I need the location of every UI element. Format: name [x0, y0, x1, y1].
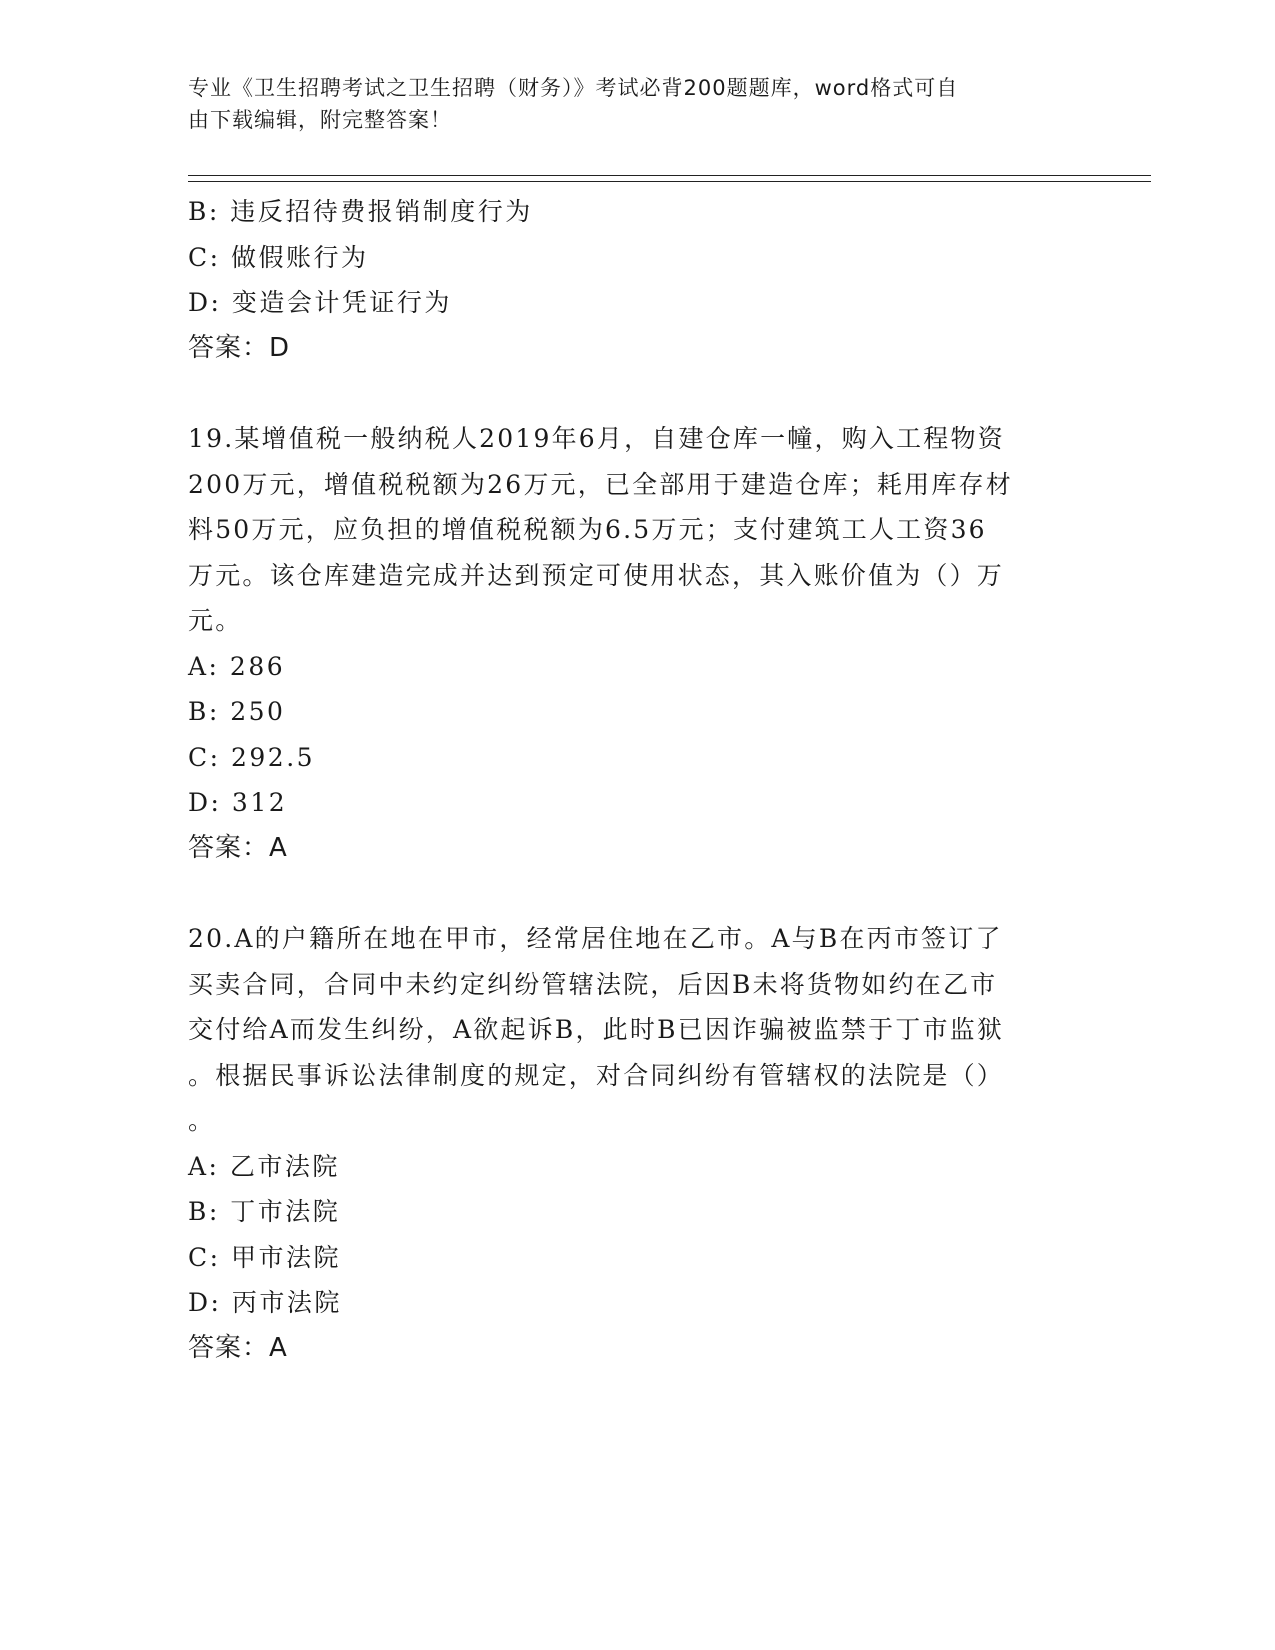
stem-line: 买卖合同，合同中未约定纠纷管辖法院，后因B未将货物如约在乙市 [188, 969, 998, 999]
document-body [188, 189, 1088, 1371]
spacer [188, 371, 1088, 416]
stem-line: 。根据民事诉讼法律制度的规定，对合同纠纷有管辖权的法院是（） [188, 1060, 1005, 1090]
option-c: C: 做假账行为 [188, 242, 369, 272]
option-c: C: 甲市法院 [188, 1242, 341, 1272]
question-stem [188, 916, 1088, 1144]
answer-line: 答案：A [188, 1332, 288, 1363]
option-b: B: 违反招待费报销制度行为 [188, 197, 533, 226]
header-line-2: 由下载编辑，附完整答案！ [188, 108, 452, 132]
stem-line: 交付给A而发生纠纷，A欲起诉B，此时B已因诈骗被监禁于丁市监狱 [188, 1015, 1005, 1044]
stem-line: 。 [188, 1106, 216, 1135]
question-20 [188, 916, 1088, 1371]
spacer [188, 871, 1088, 916]
question-19 [188, 416, 1088, 871]
option-a: A: 乙市法院 [188, 1151, 340, 1181]
option-b: B: 250 [188, 697, 286, 726]
option-c: C: 292.5 [188, 742, 316, 772]
stem-line: 200万元，增值税税额为26万元，已全部用于建造仓库；耗用库存材 [188, 469, 1013, 499]
header-divider-bottom [188, 181, 1151, 182]
stem-line: 元。 [188, 606, 243, 635]
stem-line: 20.A的户籍所在地在甲市，经常居住地在乙市。A与B在丙市签订了 [188, 924, 1003, 953]
header-line-1: 专业《卫生招聘考试之卫生招聘（财务）》考试必背200题题库，word格式可自 [188, 76, 959, 100]
document-header [188, 72, 1068, 136]
option-d: D: 312 [188, 788, 288, 817]
stem-line: 万元。该仓库建造完成并达到预定可使用状态，其入账价值为（）万 [188, 560, 1005, 590]
question-18-tail [188, 189, 1088, 371]
question-stem [188, 416, 1088, 644]
option-d: D: 变造会计凭证行为 [188, 288, 452, 317]
option-d: D: 丙市法院 [188, 1288, 342, 1317]
header-divider-top [188, 175, 1151, 176]
answer-line: 答案：D [188, 332, 291, 363]
option-a: A: 286 [188, 651, 286, 681]
stem-line: 料50万元，应负担的增值税税额为6.5万元；支付建筑工人工资36 [188, 515, 987, 544]
stem-line: 19.某增值税一般纳税人2019年6月，自建仓库一幢，购入工程物资 [188, 424, 1005, 453]
option-b: B: 丁市法院 [188, 1197, 341, 1226]
answer-line: 答案：A [188, 832, 288, 863]
